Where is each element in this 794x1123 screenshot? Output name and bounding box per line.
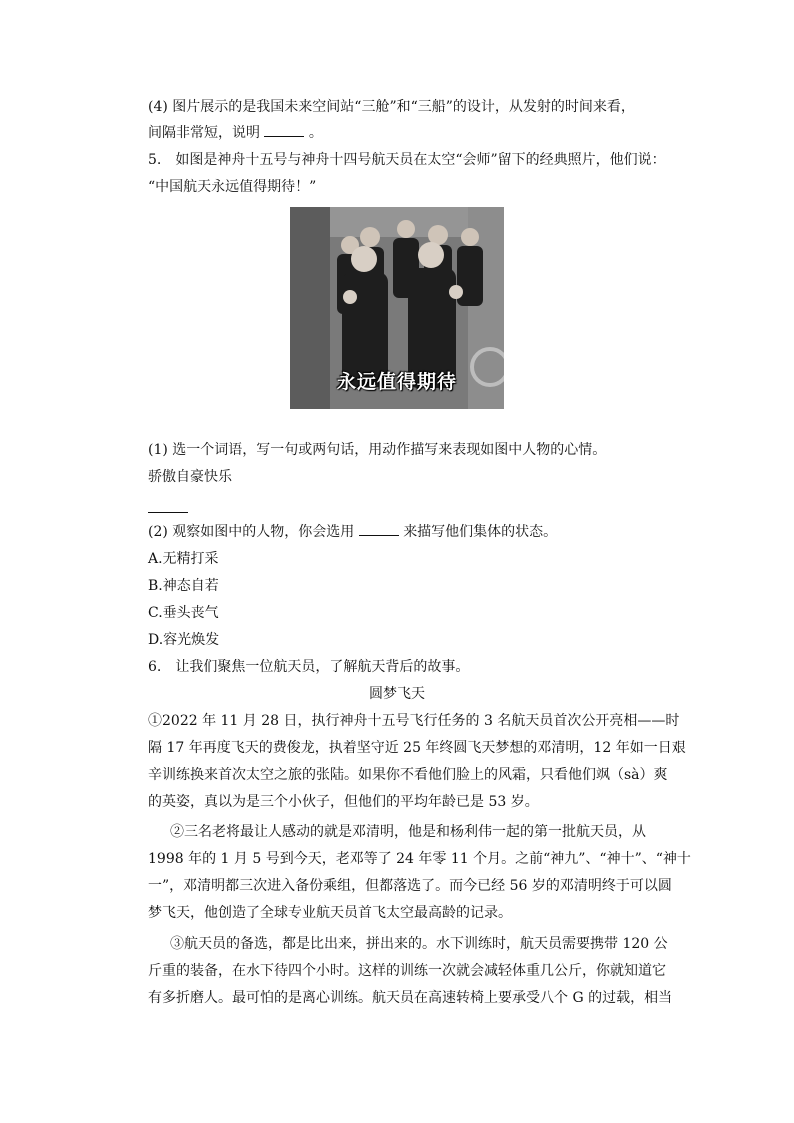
photo-caption: 永远值得期待 (336, 371, 457, 393)
q5-line-1: 5. 如图是神舟十五号与神舟十四号航天员在太空“会师”留下的经典照片，他们说： (148, 152, 666, 168)
q5-2-prompt (148, 522, 557, 542)
para-2-line-3: 一”，邓清明都三次进入备份乘组，但都落选了。而今已经 56 岁的邓清明终于可以圆 (148, 878, 672, 894)
para-1-line-2: 隔 17 年再度飞天的费俊龙，执着坚守近 25 年终圆飞天梦想的邓清明，12 年如一日艰 (148, 740, 686, 756)
para-2-line-4: 梦飞天，他创造了全球专业航天员首飞太空最高龄的记录。 (148, 905, 512, 921)
para-2-line-1: ②三名老将最让人感动的就是邓清明，他是和杨利伟一起的第一批航天员，从 (170, 824, 646, 840)
q5-line-2: “中国航天永远值得期待！” (148, 179, 317, 195)
article-title: 圆梦飞天 (369, 686, 425, 702)
option-d[interactable]: D.容光焕发 (148, 632, 220, 648)
q4-line-2-end: 。 (308, 125, 323, 141)
q5-1-prompt: (1) 选一个词语，写一句或两句话，用动作描写来表现如图中人物的心情。 (148, 442, 607, 458)
para-3-line-2: 斤重的装备，在水下待四个小时。这样的训练一次就会减轻体重几公斤，你就知道它 (148, 963, 666, 979)
q5-2-text: (2) 观察如图中的人物，你会选用 (148, 524, 355, 540)
q5-2-text-end: 来描写他们集体的状态。 (403, 524, 558, 540)
q5-1-word-bank: 骄傲自豪快乐 (148, 469, 232, 485)
option-a[interactable]: A.无精打采 (148, 551, 219, 567)
para-2-line-2: 1998 年的 1 月 5 号到今天，老邓等了 24 年零 11 个月。之前“神九”、“神十”、“神十 (148, 851, 691, 867)
para-1-line-3: 辛训练换来首次太空之旅的张陆。如果你不看他们脸上的风霜，只看他们飒（sà）爽 (148, 767, 668, 783)
option-c[interactable]: C.垂头丧气 (148, 605, 219, 621)
para-3-line-1: ③航天员的备选，都是比出来，拼出来的。水下训练时，航天员需要携带 120 公 (170, 936, 668, 952)
para-1-line-1: ①2022 年 11 月 28 日，执行神舟十五号飞行任务的 3 名航天员首次公开亮相——时 (148, 713, 680, 729)
para-1-line-4: 的英姿，真以为是三个小伙子，但他们的平均年龄已是 53 岁。 (148, 794, 539, 810)
astronauts-photo (290, 207, 504, 409)
q4-line-2 (148, 123, 323, 143)
para-3-line-3: 有多折磨人。最可怕的是离心训练。航天员在高速转椅上要承受八个 G 的过载，相当 (148, 990, 673, 1006)
q5-2-answer-blank[interactable] (359, 523, 399, 536)
answer-blank[interactable] (264, 124, 304, 137)
q6-prompt: 6. 让我们聚焦一位航天员，了解航天背后的故事。 (148, 659, 470, 675)
q4-line-2-text: 间隔非常短，说明 (148, 125, 260, 141)
q4-line-1: (4) 图片展示的是我国未来空间站“三舱”和“三船”的设计，从发射的时间来看， (148, 99, 635, 115)
option-b[interactable]: B.神态自若 (148, 578, 219, 594)
q5-1-answer-blank[interactable] (148, 492, 188, 513)
